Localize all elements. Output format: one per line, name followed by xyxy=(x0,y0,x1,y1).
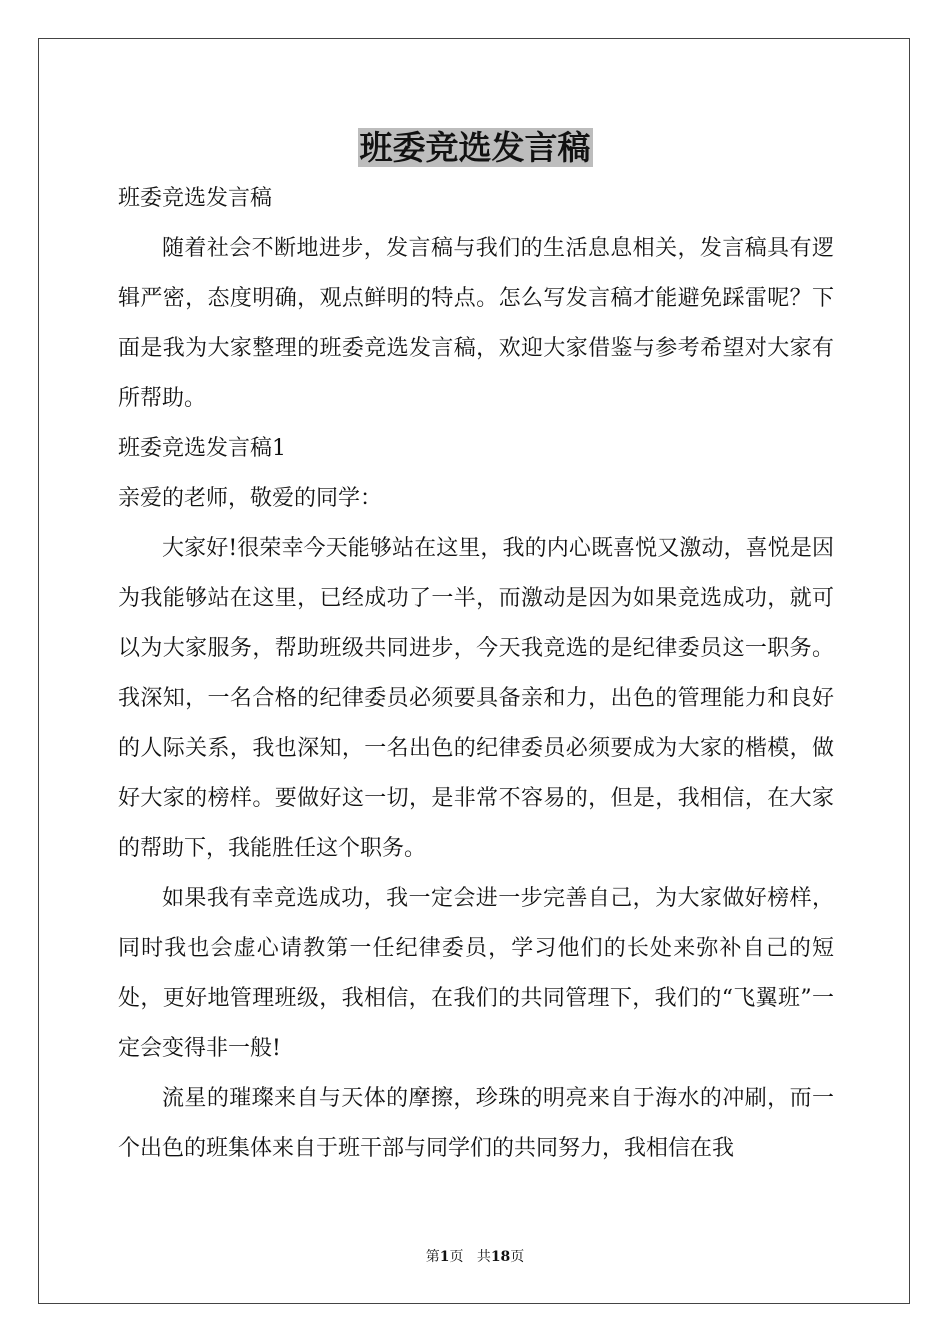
page-label-prefix: 第 xyxy=(425,1249,440,1265)
body-paragraph: 流星的璀璨来自与天体的摩擦，珍珠的明亮来自于海水的冲刷，而一个出色的班集体来自于班干部与同学们的共同努力，我相信在我 xyxy=(118,1086,834,1161)
section-heading: 班委竞选发言稿1 xyxy=(118,436,286,461)
total-label-prefix: 共 xyxy=(476,1249,491,1265)
document-body xyxy=(118,174,834,1174)
salutation: 亲爱的老师，敬爱的同学： xyxy=(118,486,383,511)
total-label-suffix: 页 xyxy=(510,1249,525,1265)
page-footer xyxy=(0,1248,950,1266)
current-page-number: 1 xyxy=(439,1249,450,1265)
document-title xyxy=(0,126,950,170)
page-label-suffix: 页 xyxy=(449,1249,464,1265)
body-paragraph: 如果我有幸竞选成功，我一定会进一步完善自己，为大家做好榜样，同时我也会虚心请教第一任纪律委员，学习他们的长处来弥补自己的短处，更好地管理班级，我相信，在我们的共同管理下，我们的“飞翼班”一定会变得非一般! xyxy=(118,886,834,1061)
subtitle-line: 班委竞选发言稿 xyxy=(118,186,273,211)
document-title-text: 班委竞选发言稿 xyxy=(359,128,591,167)
body-paragraph: 大家好!很荣幸今天能够站在这里，我的内心既喜悦又激动，喜悦是因为我能够站在这里，已经成功了一半，而激动是因为如果竞选成功，就可以为大家服务，帮助班级共同进步，今天我竞选的是纪律委员这一职务。我深知，一名合格的纪律委员必须要具备亲和力，出色的管理能力和良好的人际关系，我也深知，一名出色的纪律委员必须要成为大家的楷模，做好大家的榜样。要做好这一切，是非常不容易的，但是，我相信，在大家的帮助下，我能胜任这个职务。 xyxy=(118,536,834,861)
total-page-count: 18 xyxy=(490,1249,511,1265)
intro-paragraph: 随着社会不断地进步，发言稿与我们的生活息息相关，发言稿具有逻辑严密，态度明确，观点鲜明的特点。怎么写发言稿才能避免踩雷呢？下面是我为大家整理的班委竞选发言稿，欢迎大家借鉴与参考希望对大家有所帮助。 xyxy=(118,236,834,411)
